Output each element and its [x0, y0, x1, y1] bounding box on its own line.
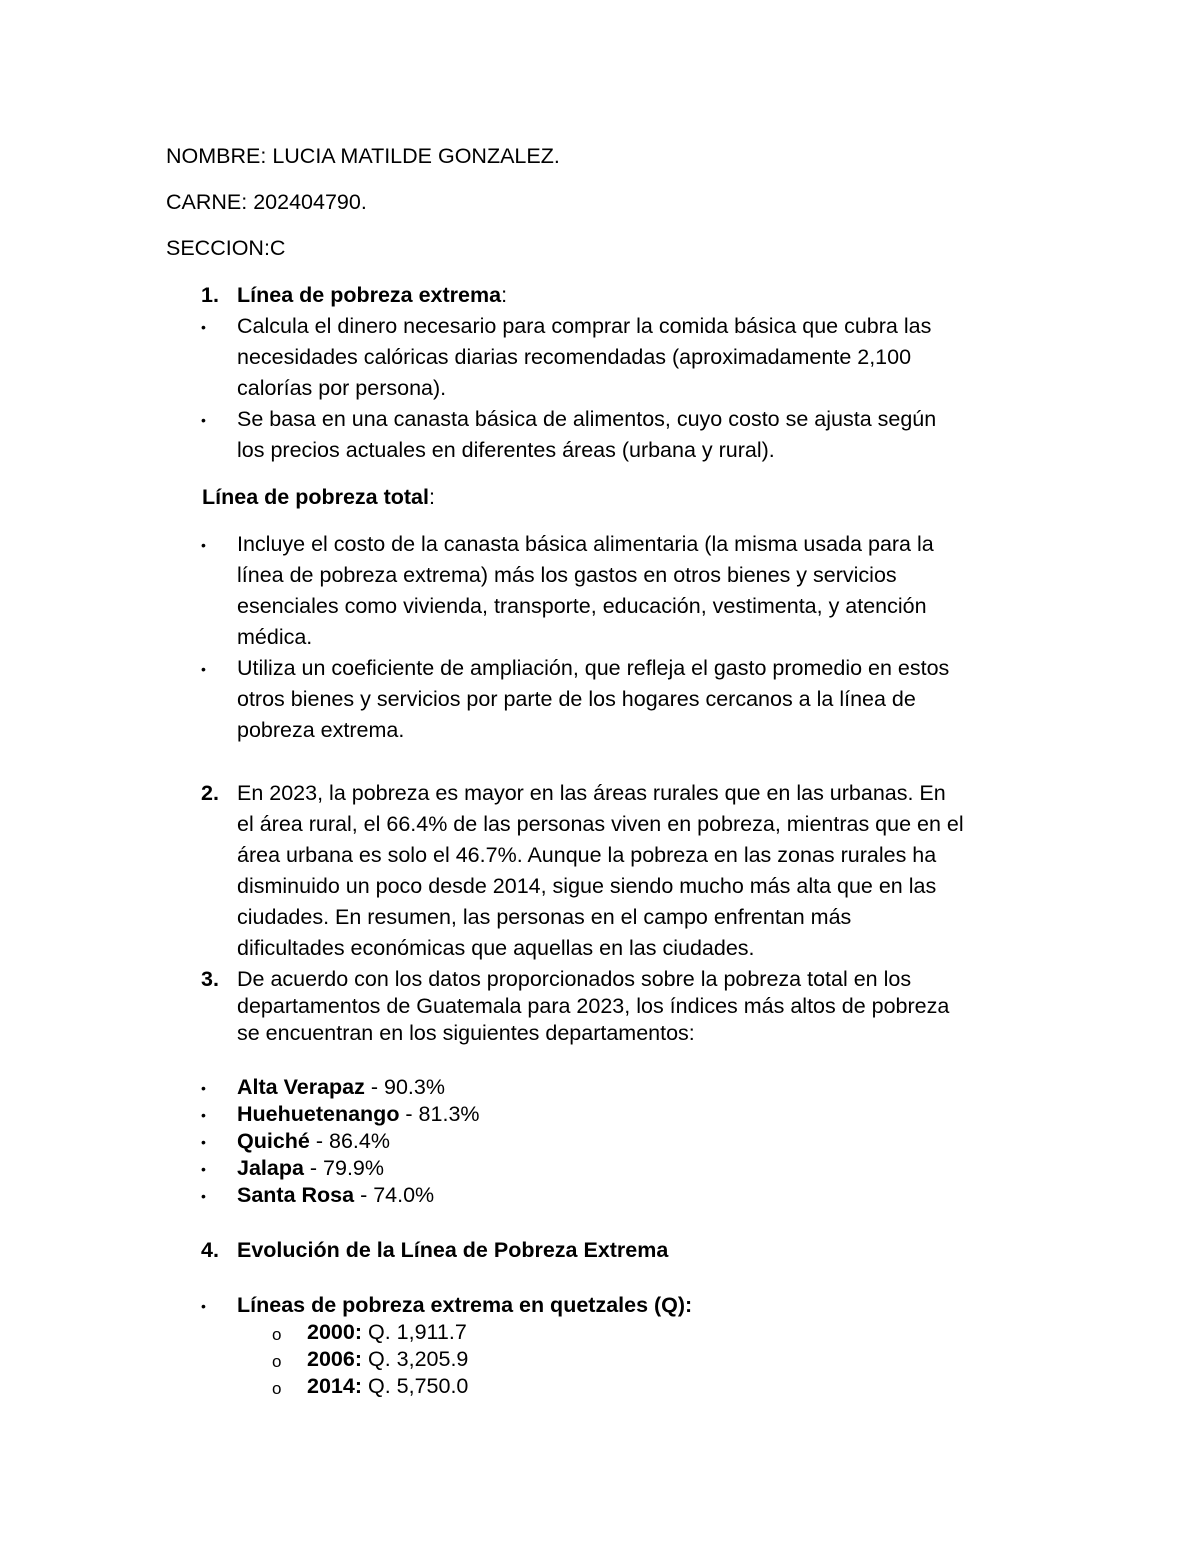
- department-name: Alta Verapaz: [237, 1075, 365, 1099]
- year-label: 2006:: [307, 1347, 362, 1371]
- student-name: NOMBRE: LUCIA MATILDE GONZALEZ.: [166, 144, 560, 168]
- department-value: - 74.0%: [354, 1183, 435, 1207]
- bullet-icon: •: [201, 1134, 206, 1150]
- department-name: Huehuetenango: [237, 1102, 400, 1126]
- department-item: [237, 1158, 384, 1180]
- circle-bullet-icon: o: [272, 1325, 282, 1344]
- department-value: - 90.3%: [364, 1075, 445, 1099]
- circle-bullet-icon: o: [272, 1352, 282, 1371]
- q4-list-title: Líneas de pobreza extrema en quetzales (Q):: [237, 1293, 693, 1317]
- q1-c1-line4: médica.: [237, 625, 313, 649]
- q1-b2-line2: los precios actuales en diferentes áreas (urbana y rural).: [237, 438, 775, 462]
- q1-b2-line1: Se basa en una canasta básica de alimentos, cuyo costo se ajusta según: [237, 407, 937, 431]
- year-label: 2000:: [307, 1320, 362, 1344]
- q1-b1-line1: Calcula el dinero necesario para comprar la comida básica que cubra las: [237, 314, 932, 338]
- q4-number: 4.: [201, 1238, 219, 1262]
- q2-line1: En 2023, la pobreza es mayor en las áreas rurales que en las urbanas. En: [237, 781, 946, 805]
- q4-heading: [237, 1240, 668, 1262]
- department-item: [237, 1131, 390, 1153]
- bullet-icon: •: [201, 1188, 206, 1204]
- year-item: [307, 1322, 467, 1344]
- q3-line1: De acuerdo con los datos proporcionados sobre la pobreza total en los: [237, 967, 912, 991]
- q4-title: Evolución de la Línea de Pobreza Extrema: [237, 1238, 669, 1262]
- circle-bullet-icon: o: [272, 1379, 282, 1398]
- q2-line5: ciudades. En resumen, las personas en el campo enfrentan más: [237, 905, 852, 929]
- q1-c2-line1: Utiliza un coeficiente de ampliación, que refleja el gasto promedio en estos: [237, 656, 950, 680]
- year-label: 2014:: [307, 1374, 362, 1398]
- q2-number: 2.: [201, 781, 219, 805]
- department-name: Quiché: [237, 1129, 310, 1153]
- bullet-icon: •: [201, 661, 206, 677]
- student-section: SECCION:C: [166, 236, 286, 260]
- year-item: [307, 1376, 468, 1398]
- department-value: - 86.4%: [309, 1129, 390, 1153]
- department-item: [237, 1104, 480, 1126]
- department-value: - 81.3%: [399, 1102, 480, 1126]
- q2-line6: dificultades económicas que aquellas en las ciudades.: [237, 936, 755, 960]
- bullet-icon: •: [201, 537, 206, 553]
- q1-subheading: [202, 487, 435, 509]
- bullet-icon: •: [201, 1298, 206, 1314]
- q3-number: 3.: [201, 967, 219, 991]
- q1-subtitle-colon: :: [428, 485, 435, 509]
- student-carne: CARNE: 202404790.: [166, 190, 367, 214]
- q1-colon: :: [501, 283, 508, 307]
- q1-c2-line2: otros bienes y servicios por parte de los hogares cercanos a la línea de: [237, 687, 916, 711]
- year-item: [307, 1349, 468, 1371]
- bullet-icon: •: [201, 1107, 206, 1123]
- q1-c2-line3: pobreza extrema.: [237, 718, 405, 742]
- bullet-icon: •: [201, 1080, 206, 1096]
- department-item: [237, 1077, 445, 1099]
- department-name: Jalapa: [237, 1156, 304, 1180]
- bullet-icon: •: [201, 319, 206, 335]
- q4-list-heading: [237, 1295, 692, 1317]
- department-value: - 79.9%: [303, 1156, 385, 1180]
- q1-c1-line3: esenciales como vivienda, transporte, educación, vestimenta, y atención: [237, 594, 927, 618]
- q1-heading: [237, 285, 507, 307]
- q1-b1-line2: necesidades calóricas diarias recomendadas (aproximadamente 2,100: [237, 345, 912, 369]
- q3-line3: se encuentran en los siguientes departamentos:: [237, 1021, 695, 1045]
- department-item: [237, 1185, 434, 1207]
- year-value: Q. 5,750.0: [362, 1374, 469, 1398]
- q1-subtitle: Línea de pobreza total: [202, 485, 429, 509]
- q1-title: Línea de pobreza extrema: [237, 283, 502, 307]
- q2-line4: disminuido un poco desde 2014, sigue siendo mucho más alta que en las: [237, 874, 937, 898]
- department-name: Santa Rosa: [237, 1183, 355, 1207]
- bullet-icon: •: [201, 412, 206, 428]
- q1-number: 1.: [201, 283, 219, 307]
- year-value: Q. 1,911.7: [362, 1320, 467, 1344]
- bullet-icon: •: [201, 1161, 206, 1177]
- q1-b1-line3: calorías por persona).: [237, 376, 447, 400]
- q3-line2: departamentos de Guatemala para 2023, los índices más altos de pobreza: [237, 994, 950, 1018]
- q1-c1-line1: Incluye el costo de la canasta básica alimentaria (la misma usada para la: [237, 532, 934, 556]
- q1-c1-line2: línea de pobreza extrema) más los gastos en otros bienes y servicios: [237, 563, 897, 587]
- q2-line2: el área rural, el 66.4% de las personas viven en pobreza, mientras que en el: [237, 812, 964, 836]
- q2-line3: área urbana es solo el 46.7%. Aunque la pobreza en las zonas rurales ha: [237, 843, 937, 867]
- year-value: Q. 3,205.9: [362, 1347, 469, 1371]
